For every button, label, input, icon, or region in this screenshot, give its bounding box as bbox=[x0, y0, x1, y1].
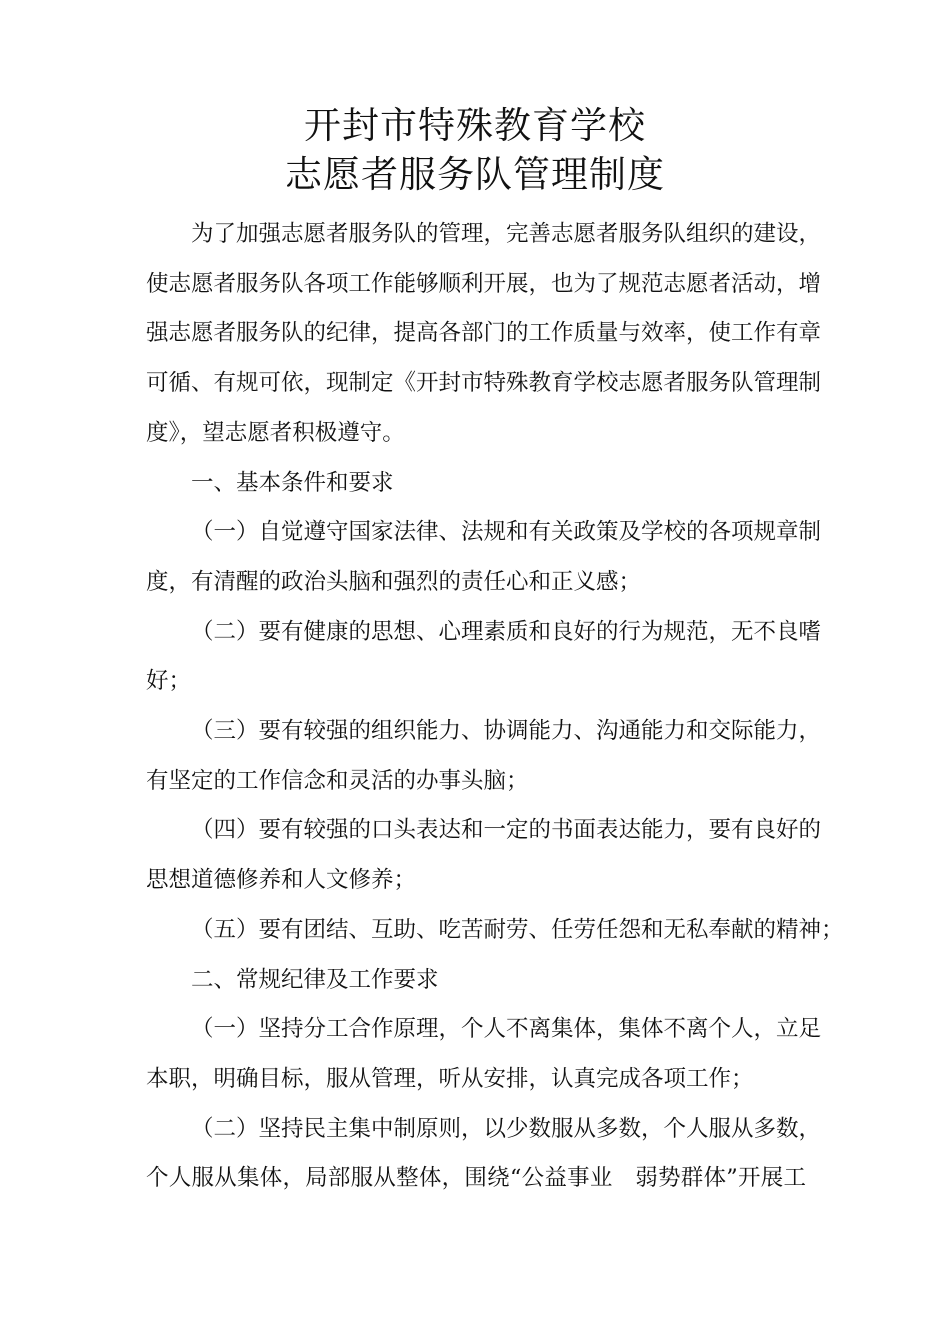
document-body bbox=[146, 210, 844, 1204]
text-line: 有坚定的工作信念和灵活的办事头脑； bbox=[146, 767, 529, 794]
list-item-paragraph bbox=[146, 508, 822, 607]
text-line: （五）要有团结、互助、吃苦耐劳、任劳任怨和无私奉献的精神； bbox=[191, 916, 844, 943]
text-line: （二）坚持民主集中制原则，以少数服从多数，个人服从多数， bbox=[191, 1115, 822, 1142]
text-line: 可循、有规可依，现制定《开封市特殊教育学校志愿者服务队管理制 bbox=[146, 370, 822, 397]
text-line: （三）要有较强的组织能力、协调能力、沟通能力和交际能力， bbox=[191, 718, 822, 745]
section-heading-text: 二、常规纪律及工作要求 bbox=[191, 966, 439, 993]
text-line: 使志愿者服务队各项工作能够顺利开展，也为了规范志愿者活动，增 bbox=[146, 270, 822, 297]
list-item-paragraph bbox=[146, 1105, 822, 1204]
text-line: 度，有清醒的政治头脑和强烈的责任心和正义感； bbox=[146, 568, 642, 595]
document-title-line-2: 志愿者服务队管理制度 bbox=[285, 153, 665, 196]
text-line: 好； bbox=[146, 668, 192, 695]
text-line: （二）要有健康的思想、心理素质和良好的行为规范，无不良嗜 bbox=[191, 618, 822, 645]
text-line: 个人服从集体，局部服从整体，围绕“公益事业 弱势群体”开展工 bbox=[146, 1165, 806, 1192]
list-item-paragraph bbox=[146, 1005, 822, 1104]
text-line: 本职，明确目标，服从管理，听从安排，认真完成各项工作； bbox=[146, 1065, 754, 1092]
text-line: （四）要有较强的口头表达和一定的书面表达能力，要有良好的 bbox=[191, 817, 822, 844]
intro-paragraph bbox=[146, 210, 822, 459]
text-line: （一）坚持分工合作原理，个人不离集体，集体不离个人，立足 bbox=[191, 1016, 822, 1043]
section-heading-text: 一、基本条件和要求 bbox=[191, 469, 394, 496]
text-line: 思想道德修养和人文修养； bbox=[146, 867, 417, 894]
text-line: 度》，望志愿者积极遵守。 bbox=[146, 419, 405, 446]
section-heading-discipline bbox=[146, 956, 806, 1006]
list-item-paragraph bbox=[146, 707, 822, 806]
section-heading-basic-requirements bbox=[146, 459, 806, 509]
list-item-paragraph bbox=[146, 906, 844, 956]
text-line: （一）自觉遵守国家法律、法规和有关政策及学校的各项规章制 bbox=[191, 519, 822, 546]
document-title-line-1: 开封市特殊教育学校 bbox=[304, 104, 646, 147]
list-item-paragraph bbox=[146, 608, 822, 707]
text-line: 为了加强志愿者服务队的管理，完善志愿者服务队组织的建设， bbox=[191, 221, 822, 247]
text-line: 强志愿者服务队的纪律，提高各部门的工作质量与效率，使工作有章 bbox=[146, 320, 822, 347]
list-item-paragraph bbox=[146, 806, 822, 905]
